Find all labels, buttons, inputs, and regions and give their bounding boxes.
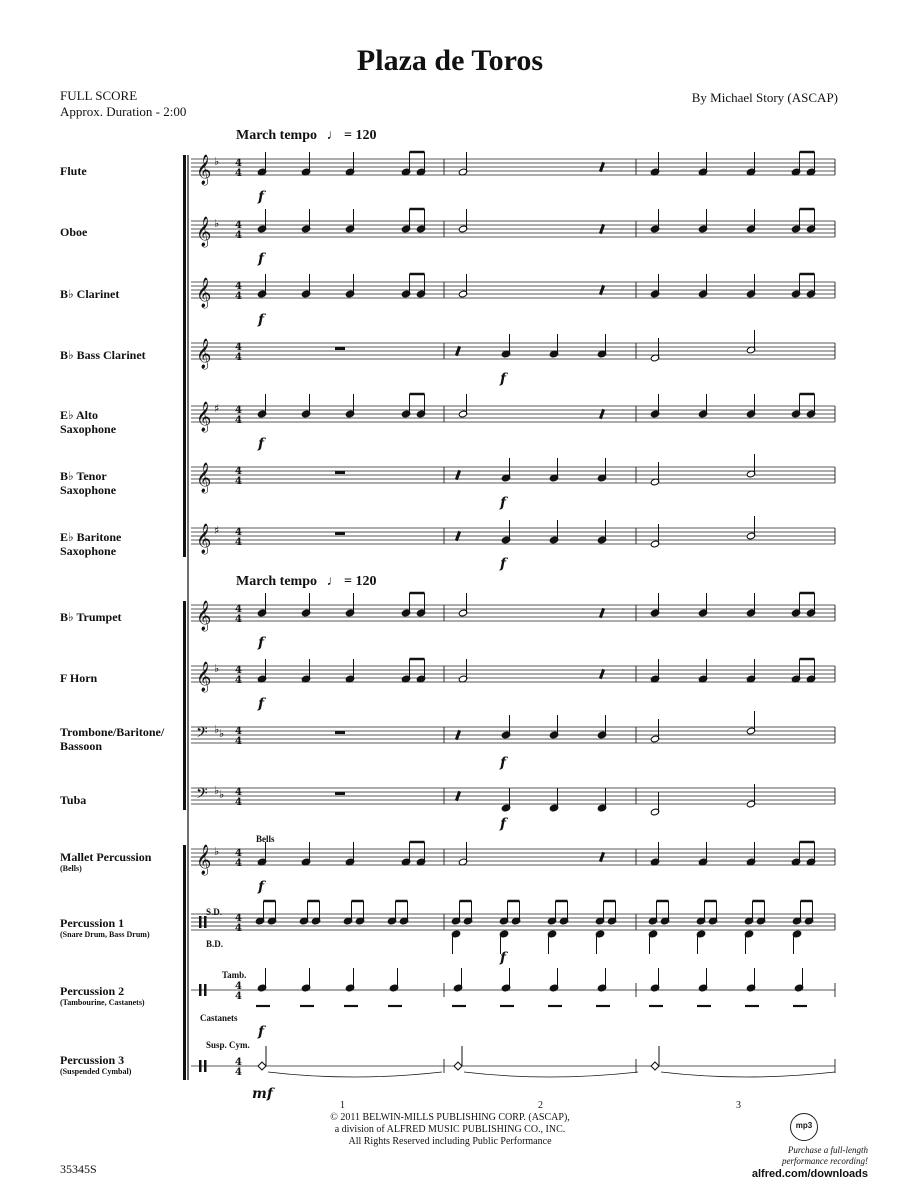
- cue-snare: S.D.: [206, 907, 223, 917]
- instrument-label-clarinet: B♭ Clarinet: [60, 287, 120, 301]
- percussion-clef-icon: [199, 916, 202, 928]
- time-signature-bottom: 4: [235, 352, 242, 363]
- catalog-number: 35345S: [60, 1162, 97, 1176]
- key-signature-icon: ♭: [214, 155, 220, 168]
- mp3-badge-icon: mp3: [790, 1113, 818, 1141]
- time-signature-top: 4: [235, 604, 242, 615]
- time-signature-bottom: 4: [235, 923, 242, 934]
- group-bracket: [183, 845, 186, 1080]
- treble-clef-icon: 𝄞: [196, 662, 212, 692]
- time-signature-bottom: 4: [235, 168, 242, 179]
- time-signature-top: 4: [235, 527, 242, 538]
- time-signature-top: 4: [235, 726, 242, 737]
- instrument-sub: (Tambourine, Castanets): [60, 998, 145, 1007]
- key-signature-icon: ♭: [214, 784, 220, 797]
- cue-castanets: Castanets: [200, 1013, 238, 1023]
- instrument-label-trombone: Trombone/Baritone/ Bassoon: [60, 725, 165, 753]
- cue-tambourine: Tamb.: [222, 970, 247, 980]
- copyright-line: a division of ALFRED MUSIC PUBLISHING CO., INC.: [334, 1124, 566, 1135]
- percussion-clef-icon: [204, 916, 207, 928]
- time-signature-top: 4: [235, 405, 242, 416]
- dynamic-marking: f: [258, 189, 265, 205]
- duration: Approx. Duration - 2:00: [60, 104, 187, 119]
- cymbal-note-head: [258, 1062, 266, 1070]
- dynamic-marking: f: [258, 312, 265, 328]
- instrument-label-oboe: Oboe: [60, 225, 88, 239]
- instrument-label-horn: F Horn: [60, 671, 98, 685]
- instrument-sub: (Snare Drum, Bass Drum): [60, 930, 150, 939]
- time-signature-bottom: 4: [235, 230, 242, 241]
- dynamic-marking: f: [258, 696, 265, 712]
- promo-link[interactable]: alfred.com/downloads: [751, 1168, 868, 1180]
- promo-line: performance recording!: [781, 1156, 868, 1166]
- cymbal-note-head: [454, 1062, 462, 1070]
- percussion-clef-icon: [199, 1060, 202, 1072]
- key-signature-icon: ♭: [214, 662, 220, 675]
- cue-bass-drum: B.D.: [206, 939, 224, 949]
- measure-number-2: 2: [538, 1100, 543, 1111]
- instrument-name: Mallet Percussion: [60, 850, 152, 864]
- instrument-name: Percussion 3: [60, 1053, 125, 1067]
- time-signature-bottom: 4: [235, 415, 242, 426]
- cue-bells: Bells: [256, 834, 275, 844]
- dynamic-marking: f: [500, 816, 507, 832]
- treble-clef-icon: 𝄞: [196, 601, 212, 631]
- instrument-label-baritone-sax: E♭ Baritone Saxophone: [60, 530, 122, 558]
- time-signature-bottom: 4: [235, 1067, 242, 1078]
- score-type: FULL SCORE: [60, 88, 138, 103]
- treble-clef-icon: 𝄞: [196, 339, 212, 369]
- whole-rest-icon: [335, 347, 345, 350]
- page-title: Plaza de Toros: [356, 44, 544, 77]
- treble-clef-icon: 𝄞: [196, 463, 212, 493]
- cue-cymbal: Susp. Cym.: [206, 1040, 250, 1050]
- instrument-label-trumpet: B♭ Trumpet: [60, 610, 122, 624]
- time-signature-bottom: 4: [235, 858, 242, 869]
- time-signature-bottom: 4: [235, 991, 242, 1002]
- dynamic-marking: f: [258, 436, 265, 452]
- instrument-name: Percussion 1: [60, 916, 125, 930]
- instrument-label-alto-sax: E♭ Alto Saxophone: [60, 408, 117, 436]
- measure-number-1: 1: [340, 1100, 345, 1111]
- copyright-line: All Rights Reserved including Public Performance: [348, 1136, 552, 1147]
- quarter-note-icon: ♩: [326, 574, 341, 589]
- time-signature-top: 4: [235, 158, 242, 169]
- time-signature-top: 4: [235, 913, 242, 924]
- whole-rest-icon: [335, 792, 345, 795]
- tie-icon: [268, 1072, 442, 1077]
- treble-clef-icon: 𝄞: [196, 278, 212, 308]
- percussion-clef-icon: [204, 1060, 207, 1072]
- dynamic-marking: f: [258, 635, 265, 651]
- percussion-clef-icon: [199, 984, 202, 996]
- time-signature-top: 4: [235, 1057, 242, 1068]
- time-signature-bottom: 4: [235, 675, 242, 686]
- time-signature-top: 4: [235, 342, 242, 353]
- key-signature-icon: ♭: [214, 217, 220, 230]
- copyright-notice: [250, 1112, 650, 1148]
- tempo-bpm: = 120: [344, 574, 377, 589]
- dynamic-marking: f: [258, 879, 265, 895]
- whole-rest-icon: [335, 532, 345, 535]
- time-signature-bottom: 4: [235, 291, 242, 302]
- promo-line: Purchase a full-length: [787, 1145, 868, 1155]
- instrument-label-tenor-sax: B♭ Tenor Saxophone: [60, 469, 117, 497]
- key-signature-icon: ♯: [214, 402, 220, 415]
- key-signature-icon: ♭: [214, 723, 220, 736]
- time-signature-bottom: 4: [235, 537, 242, 548]
- percussion-clef-icon: [204, 984, 207, 996]
- time-signature-top: 4: [235, 466, 242, 477]
- dynamic-marking: f: [500, 371, 507, 387]
- instrument-label-flute: Flute: [60, 164, 87, 178]
- instrument-label-bass-clarinet: B♭ Bass Clarinet: [60, 348, 146, 362]
- dynamic-marking: f: [500, 556, 507, 572]
- treble-clef-icon: 𝄞: [196, 402, 212, 432]
- time-signature-top: 4: [235, 665, 242, 676]
- time-signature-top: 4: [235, 220, 242, 231]
- cymbal-note-head: [651, 1062, 659, 1070]
- dynamic-marking: f: [500, 755, 507, 771]
- dynamic-marking: f: [258, 251, 265, 267]
- dynamic-marking: f: [258, 1024, 265, 1040]
- quarter-note-icon: ♩: [326, 128, 341, 143]
- treble-clef-icon: 𝄞: [196, 845, 212, 875]
- instrument-sub: (Suspended Cymbal): [60, 1067, 132, 1076]
- instrument-sub: (Bells): [60, 864, 82, 873]
- time-signature-bottom: 4: [235, 476, 242, 487]
- treble-clef-icon: 𝄞: [196, 217, 212, 247]
- promo-text: [738, 1123, 868, 1167]
- whole-rest-icon: [335, 731, 345, 734]
- instrument-label-tuba: Tuba: [60, 793, 87, 807]
- treble-clef-icon: 𝄞: [196, 155, 212, 185]
- bass-clef-icon: 𝄢: [196, 724, 208, 745]
- key-signature-icon: ♯: [214, 524, 220, 537]
- dynamic-marking: mf: [252, 1086, 273, 1102]
- dynamic-marking: f: [500, 495, 507, 511]
- instrument-name: Percussion 2: [60, 984, 125, 998]
- time-signature-top: 4: [235, 281, 242, 292]
- time-signature-bottom: 4: [235, 797, 242, 808]
- composer-credit: By Michael Story (ASCAP): [691, 90, 838, 105]
- treble-clef-icon: 𝄞: [196, 524, 212, 554]
- time-signature-top: 4: [235, 848, 242, 859]
- copyright-line: © 2011 BELWIN-MILLS PUBLISHING CORP. (ASCAP),: [330, 1112, 570, 1123]
- group-bracket: [183, 601, 186, 810]
- tie-icon: [661, 1072, 835, 1077]
- tempo-text: March tempo: [236, 128, 317, 143]
- time-signature-bottom: 4: [235, 736, 242, 747]
- tempo-bpm: = 120: [344, 128, 377, 143]
- tie-icon: [464, 1072, 638, 1077]
- time-signature-bottom: 4: [235, 614, 242, 625]
- time-signature-top: 4: [235, 787, 242, 798]
- key-signature-icon: ♭: [219, 788, 225, 801]
- measure-number-3: 3: [736, 1100, 741, 1111]
- whole-rest-icon: [335, 471, 345, 474]
- key-signature-icon: ♭: [214, 845, 220, 858]
- bass-clef-icon: 𝄢: [196, 785, 208, 806]
- time-signature-top: 4: [235, 981, 242, 992]
- group-bracket: [183, 155, 186, 557]
- key-signature-icon: ♭: [219, 727, 225, 740]
- dynamic-marking: f: [500, 950, 507, 966]
- tempo-text: March tempo: [236, 574, 317, 589]
